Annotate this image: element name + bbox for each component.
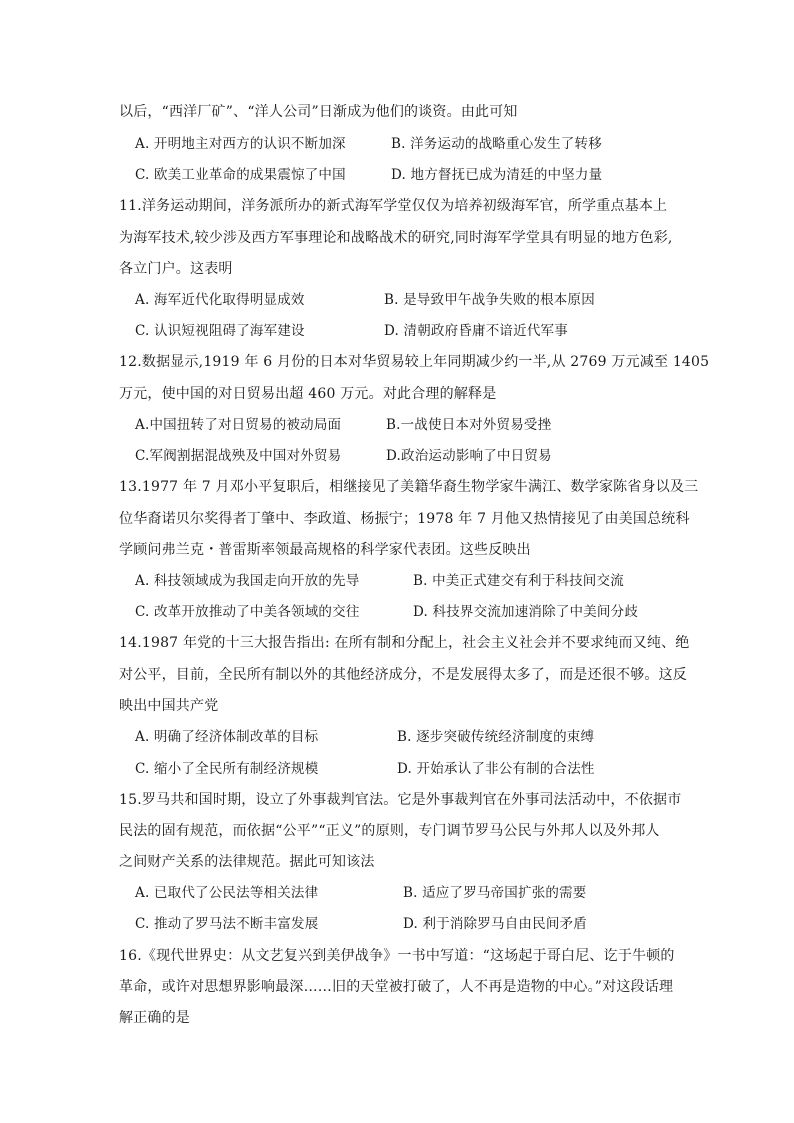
q13-stem-line-2: 位华裔诺贝尔奖得者丁肇中、李政道、杨振宁；1978 年 7 月他又热情接见了由美国总统科 [119, 511, 690, 527]
q12-option-c: C.军阀割据混战殃及中国对外贸易 [135, 448, 342, 464]
q15-option-d: D. 利于消除罗马自由民间矛盾 [403, 916, 587, 932]
q11-stem-line-3: 各立门户。这表明 [119, 261, 233, 277]
q15-stem-line-2: 民法的固有规范，而依据“公平”“正义”的原则，专门调节罗马公民与外邦人以及外邦人 [119, 823, 660, 839]
q10-option-c: C. 欧美工业革命的成果震惊了中国 [135, 167, 346, 183]
q14-option-d: D. 开始承认了非公有制的合法性 [397, 761, 595, 777]
q13-stem-line-1: 13.1977 年 7 月邓小平复职后，相继接见了美籍华裔生物学家牛满江、数学家陈省身以及三 [119, 479, 699, 495]
q14-stem-line-3: 映出中国共产党 [119, 698, 219, 714]
q11-option-a: A. 海军近代化取得明显成效 [135, 292, 305, 308]
q11-option-d: D. 清朝政府昏庸不谙近代军事 [384, 323, 568, 339]
q10-option-a: A. 开明地主对西方的认识不断加深 [135, 136, 346, 152]
q14-option-b: B. 逐步突破传统经济制度的束缚 [397, 729, 595, 745]
q15-option-b: B. 适应了罗马帝国扩张的需要 [403, 885, 587, 901]
q14-stem-line-1: 14.1987 年党的十三大报告指出: 在所有制和分配上，社会主义社会并不要求纯而又纯、绝 [119, 635, 690, 651]
q13-option-c: C. 改革开放推动了中美各领域的交往 [135, 604, 360, 620]
q16-stem-line-3: 解正确的是 [119, 1010, 190, 1026]
q12-option-b: B.一战使日本对外贸易受挫 [386, 417, 552, 433]
q12-stem-line-1: 12.数据显示,1919 年 6 月份的日本对华贸易较上年同期减少约一半,从 2769 万元减至 1405 [119, 354, 710, 370]
q15-option-c: C. 推动了罗马法不断丰富发展 [135, 916, 319, 932]
q13-option-a: A. 科技领域成为我国走向开放的先导 [135, 573, 360, 589]
q10-option-b: B. 洋务运动的战略重心发生了转移 [391, 136, 602, 152]
q15-option-a: A. 已取代了公民法等相关法律 [135, 885, 319, 901]
q10-stem-tail: 以后，“西洋厂矿”、“洋人公司”日渐成为他们的谈资。由此可知 [119, 104, 518, 120]
q14-option-a: A. 明确了经济体制改革的目标 [135, 729, 319, 745]
q15-stem-line-1: 15.罗马共和国时期，设立了外事裁判官法。它是外事裁判官在外事司法活动中，不依据市 [119, 792, 682, 808]
q13-option-d: D. 科技界交流加速消除了中美间分歧 [413, 604, 639, 620]
q11-option-b: B. 是导致甲午战争失败的根本原因 [384, 292, 595, 308]
q15-stem-line-3: 之间财产关系的法律规范。据此可知该法 [119, 854, 375, 870]
q16-stem-line-2: 革命，或许对思想界影响最深……旧的天堂被打破了，人不再是造物的中心。”对这段话理 [119, 979, 674, 995]
q14-stem-line-2: 对公平，目前，全民所有制以外的其他经济成分，不是发展得太多了，而是还很不够。这反 [119, 667, 687, 683]
q16-stem-line-1: 16.《现代世界史：从文艺复兴到美伊战争》一书中写道：“这场起于哥白尼、讫于牛顿的 [119, 948, 675, 964]
q12-option-a: A.中国扭转了对日贸易的被动局面 [135, 417, 342, 433]
q11-stem-line-1: 11.洋务运动期间，洋务派所办的新式海军学堂仅仅为培养初级海军官，所学重点基本上 [119, 198, 668, 214]
q13-option-b: B. 中美正式建交有利于科技间交流 [413, 573, 624, 589]
q11-option-c: C. 认识短视阻碍了海军建设 [135, 323, 305, 339]
q10-option-d: D. 地方督抚已成为清廷的中坚力量 [391, 167, 603, 183]
q14-option-c: C. 缩小了全民所有制经济规模 [135, 761, 319, 777]
q12-stem-line-2: 万元，使中国的对日贸易出超 460 万元。对此合理的解释是 [119, 386, 497, 402]
q13-stem-line-3: 学顾问弗兰克・普雷斯率领最高规格的科学家代表团。这些反映出 [119, 542, 531, 558]
q11-stem-line-2: 为海军技术,较少涉及西方军事理论和战略战术的研究,同时海军学堂具有明显的地方色彩, [119, 230, 673, 246]
q12-option-d: D.政治运动影响了中日贸易 [386, 448, 552, 464]
